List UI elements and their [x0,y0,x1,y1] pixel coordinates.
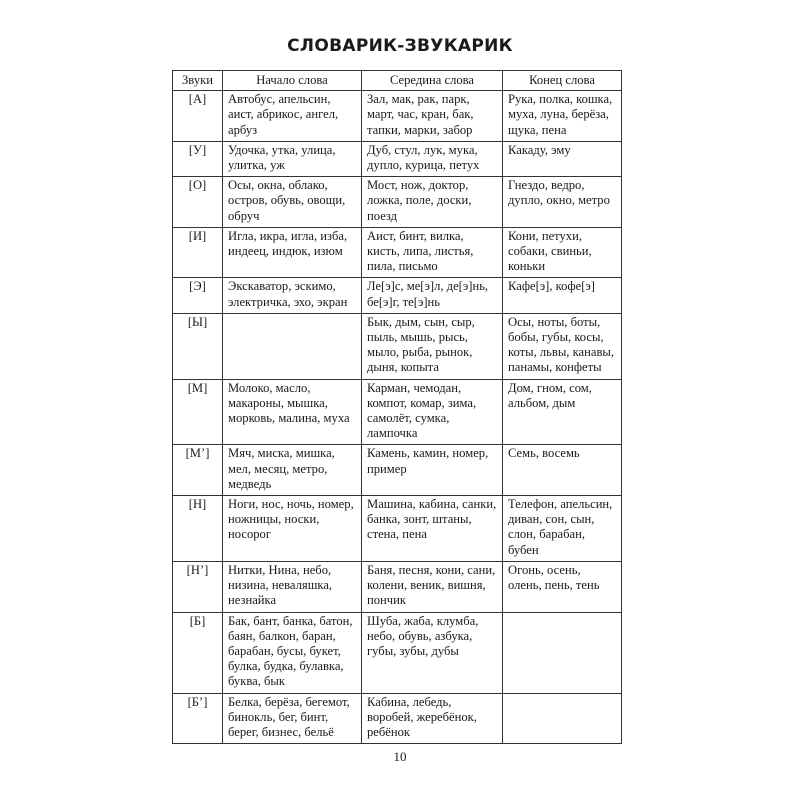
sound-dictionary-table [172,70,622,744]
end-cell [503,612,622,693]
middle-cell: Машина, кабина, санки, банка, зонт, штаны, стена, пена [362,496,503,562]
middle-cell: Бык, дым, сын, сыр, пыль, мышь, рысь, мыло, рыба, рынок, дыня, копыта [362,313,503,379]
start-cell: Игла, икра, игла, изба, индеец, индюк, изюм [223,227,362,278]
start-cell [223,313,362,379]
start-cell: Молоко, масло, макароны, мышка, морковь, малина, муха [223,379,362,445]
sound-cell: [Н’] [173,561,223,612]
table-row [173,379,622,445]
table-row [173,612,622,693]
table-row [173,313,622,379]
middle-cell: Шуба, жаба, клумба, небо, обувь, азбука, губы, зубы, дубы [362,612,503,693]
end-cell: Кони, петухи, собаки, свиньи, коньки [503,227,622,278]
start-cell: Ноги, нос, ночь, номер, ножницы, носки, носорог [223,496,362,562]
start-cell: Удочка, утка, улица, улитка, уж [223,141,362,176]
sound-cell: [М] [173,379,223,445]
table-row [173,91,622,142]
start-cell: Осы, окна, облако, остров, обувь, овощи, обруч [223,177,362,228]
end-cell: Огонь, осень, олень, пень, тень [503,561,622,612]
sound-cell: [У] [173,141,223,176]
sound-cell: [Ы] [173,313,223,379]
end-cell: Кафе[э], кофе[э] [503,278,622,313]
table-row [173,445,622,496]
table-header-row [173,71,622,91]
start-cell: Белка, берёза, бегемот, бинокль, бег, бинт, берег, бизнес, бельё [223,693,362,744]
sound-cell: [Б’] [173,693,223,744]
header-middle: Середина слова [362,71,503,91]
end-cell: Гнездо, ведро, дупло, окно, метро [503,177,622,228]
start-cell: Автобус, апельсин, аист, абрикос, ангел, арбуз [223,91,362,142]
end-cell: Какаду, эму [503,141,622,176]
middle-cell: Баня, песня, кони, сани, колени, веник, вишня, пончик [362,561,503,612]
end-cell [503,693,622,744]
header-sound: Звуки [173,71,223,91]
table-row [173,561,622,612]
sound-cell: [О] [173,177,223,228]
end-cell: Рука, полка, кошка, муха, луна, берёза, щука, пена [503,91,622,142]
header-start: Начало слова [223,71,362,91]
middle-cell: Ле[э]с, ме[э]л, де[э]нь, бе[э]г, те[э]нь [362,278,503,313]
start-cell: Мяч, миска, мишка, мел, месяц, метро, медведь [223,445,362,496]
page-title: СЛОВАРИК-ЗВУКАРИК [287,36,513,56]
table-row [173,278,622,313]
sound-cell: [Н] [173,496,223,562]
start-cell: Нитки, Нина, небо, низина, неваляшка, незнайка [223,561,362,612]
table-row [173,227,622,278]
middle-cell: Аист, бинт, вилка, кисть, липа, листья, пила, письмо [362,227,503,278]
sound-cell: [М’] [173,445,223,496]
middle-cell: Дуб, стул, лук, мука, дупло, курица, петух [362,141,503,176]
sound-cell: [Э] [173,278,223,313]
sound-cell: [А] [173,91,223,142]
middle-cell: Зал, мак, рак, парк, март, час, кран, бак, тапки, марки, забор [362,91,503,142]
middle-cell: Мост, нож, доктор, ложка, поле, доски, поезд [362,177,503,228]
table-row [173,177,622,228]
sound-cell: [Б] [173,612,223,693]
end-cell: Семь, восемь [503,445,622,496]
table-row [173,496,622,562]
table-row [173,693,622,744]
end-cell: Дом, гном, сом, альбом, дым [503,379,622,445]
middle-cell: Кабина, лебедь, воробей, жеребёнок, ребёнок [362,693,503,744]
table-row [173,141,622,176]
end-cell: Телефон, апельсин, диван, сон, сын, слон, барабан, бубен [503,496,622,562]
end-cell: Осы, ноты, боты, бобы, губы, косы, коты, львы, канавы, панамы, конфеты [503,313,622,379]
sound-cell: [И] [173,227,223,278]
header-end: Конец слова [503,71,622,91]
middle-cell: Карман, чемодан, компот, комар, зима, самолёт, сумка, лампочка [362,379,503,445]
page-number: 10 [393,749,407,764]
start-cell: Бак, бант, банка, батон, баян, балкон, баран, барабан, бусы, букет, булка, будка, булавка, буква, бык [223,612,362,693]
middle-cell: Камень, камин, номер, пример [362,445,503,496]
start-cell: Экскаватор, эскимо, электричка, эхо, экран [223,278,362,313]
